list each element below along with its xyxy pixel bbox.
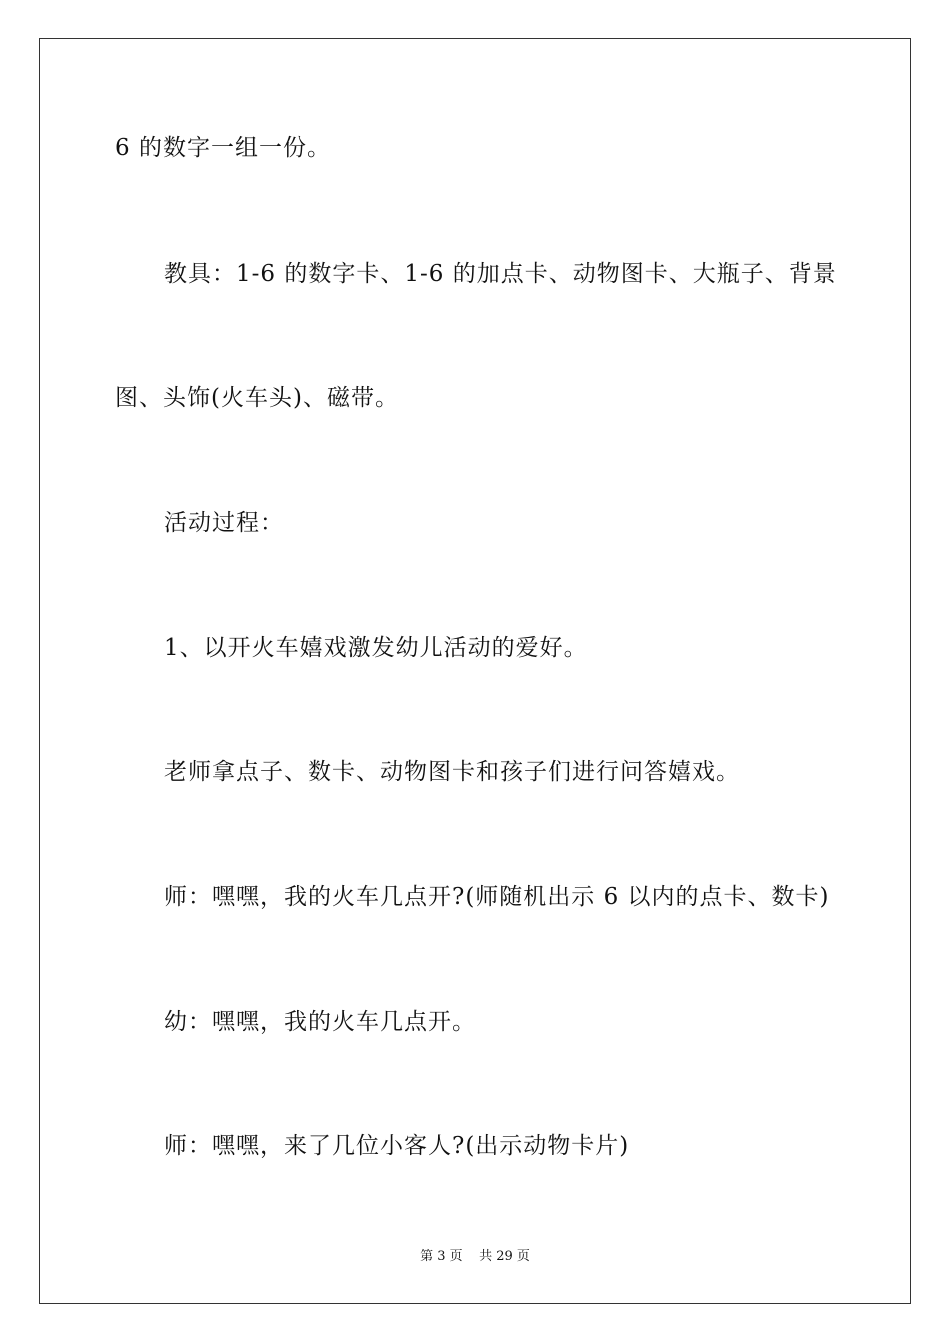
text-line-7: 师：嘿嘿，我的火车几点开?(师随机出示 6 以内的点卡、数卡) [164, 884, 830, 910]
text-line-4: 活动过程： [164, 510, 284, 536]
page-frame [39, 38, 911, 1304]
text-line-8: 幼：嘿嘿，我的火车几点开。 [164, 1009, 476, 1035]
text-line-2: 教具：1-6 的数字卡、1-6 的加点卡、动物图卡、大瓶子、背景 [164, 261, 837, 287]
text-line-3: 图、头饰(火车头)、磁带。 [115, 385, 399, 411]
text-line-9: 师：嘿嘿，来了几位小客人?(出示动物卡片) [164, 1133, 630, 1159]
text-line-5: 1、以开火车嬉戏激发幼儿活动的爱好。 [164, 635, 588, 661]
text-line-6: 老师拿点子、数卡、动物图卡和孩子们进行问答嬉戏。 [164, 759, 740, 785]
page-number-footer: 第 3 页 共 29 页 [420, 1249, 530, 1264]
text-line-1: 6 的数字一组一份。 [115, 135, 331, 161]
